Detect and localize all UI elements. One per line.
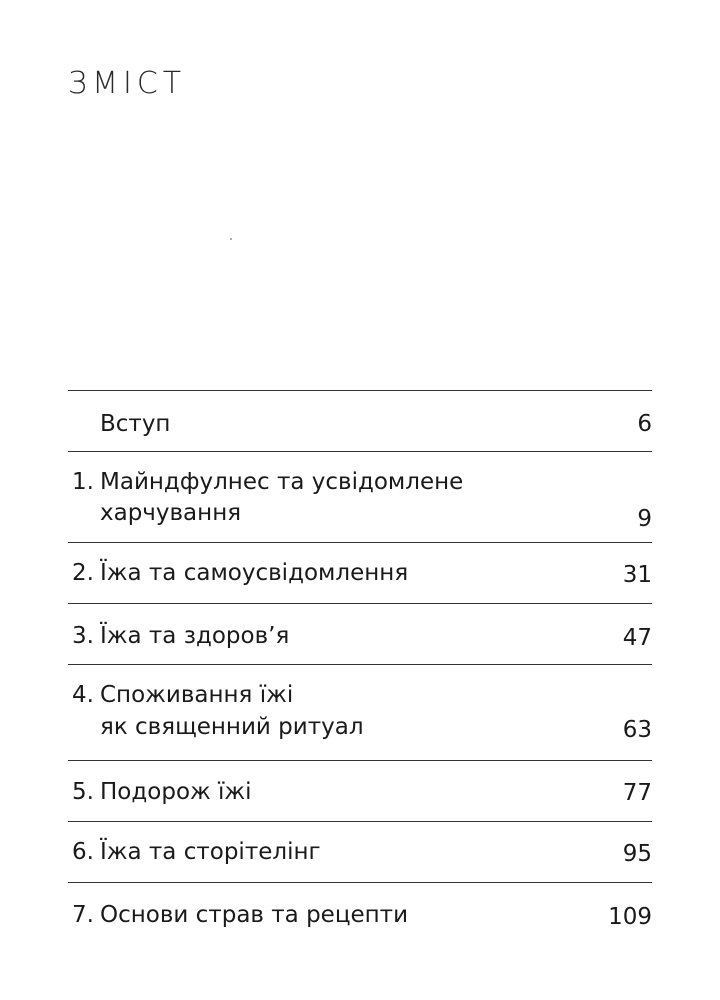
toc-entry-page: 77	[622, 780, 652, 806]
toc-entry-title-line1: Споживання їжі	[100, 682, 294, 708]
toc-entry-page: 31	[622, 562, 652, 588]
toc-entry-title: Їжа та здоров’я	[100, 623, 290, 649]
toc-entry-title-line2: харчування	[100, 500, 242, 526]
toc-entry-title: Основи страв та рецепти	[100, 902, 409, 928]
toc-entry-number: 3.	[72, 623, 94, 649]
toc-entry-title: Подорож їжі	[100, 779, 252, 805]
toc-entry-4[interactable]	[68, 664, 652, 760]
toc-entry-title-line2: як священний ритуал	[100, 714, 364, 740]
toc-entry-title: Вступ	[100, 411, 171, 437]
toc-entry-number: 6.	[72, 839, 94, 865]
toc-entry-number: 7.	[72, 902, 94, 928]
toc-entry-5[interactable]	[68, 760, 652, 821]
toc-entry-intro[interactable]	[68, 390, 652, 451]
toc-entry-page: 47	[622, 625, 652, 651]
toc-entry-page: 9	[637, 506, 652, 532]
page-speck	[230, 238, 232, 240]
toc-entry-number: 1.	[72, 469, 94, 495]
toc-entry-page: 63	[622, 717, 652, 743]
table-of-contents	[68, 390, 652, 943]
toc-entry-2[interactable]	[68, 542, 652, 603]
toc-entry-page: 6	[637, 411, 652, 437]
toc-entry-title-line1: Майндфулнес та усвідомлене	[100, 469, 464, 495]
toc-entry-1[interactable]	[68, 451, 652, 542]
toc-entry-7[interactable]	[68, 882, 652, 943]
toc-entry-title: Їжа та сторітелінг	[100, 839, 321, 865]
toc-entry-3[interactable]	[68, 603, 652, 664]
toc-entry-page: 109	[608, 904, 652, 930]
toc-entry-number: 2.	[72, 560, 94, 586]
toc-entry-number: 4.	[72, 682, 94, 708]
toc-entry-page: 95	[622, 841, 652, 867]
toc-entry-title: Їжа та самоусвідомлення	[100, 560, 409, 586]
page-title: ЗМІСТ	[68, 66, 187, 101]
toc-entry-6[interactable]	[68, 821, 652, 882]
toc-entry-number: 5.	[72, 779, 94, 805]
